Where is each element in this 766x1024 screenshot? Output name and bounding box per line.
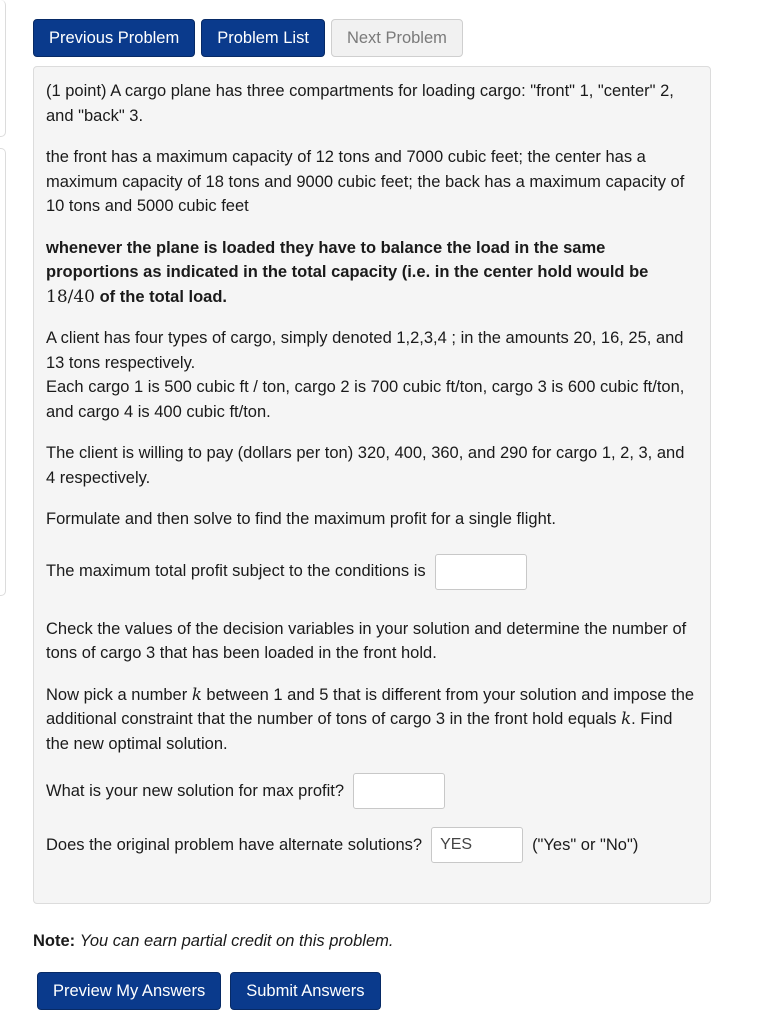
pay-text: The client is willing to pay (dollars per ton) 320, 400, 360, and 290 for cargo 1, 2, 3, and 4 respectively. — [46, 444, 685, 487]
question-alternate — [46, 827, 698, 863]
pick-k-b: between 1 and 5 that is different from your solution and impose the additional constraint that the number of tons of cargo 3 in the front hold equals — [46, 685, 695, 728]
alternate-hint: ("Yes" or "No") — [532, 835, 639, 854]
balance-text — [46, 236, 698, 310]
var-k: k — [191, 684, 202, 704]
problem-body — [33, 66, 711, 904]
max-profit-label: The maximum total profit subject to the conditions is — [46, 562, 426, 581]
problem-list-button[interactable]: Problem List — [201, 19, 325, 57]
new-profit-input[interactable] — [353, 773, 445, 809]
task-text: Formulate and then solve to find the maximum profit for a single flight. — [46, 510, 556, 528]
alternate-input[interactable] — [431, 827, 523, 863]
next-problem-button: Next Problem — [331, 19, 463, 57]
balance-main: whenever the plane is loaded they have to balance the load in the same proportions as indicated in the total capacity (i.e. in the center hold would be — [46, 238, 649, 281]
var-k: k — [621, 709, 632, 728]
note-label: Note: — [33, 932, 76, 950]
problem-intro: (1 point) A cargo plane has three compartments for loading cargo: "front" 1, "center" 2, and "back" 3. — [46, 82, 674, 125]
question-max-profit — [46, 554, 698, 590]
check-text: Check the values of the decision variables in your solution and determine the number of tons of cargo 3 that has been loaded in the front hold. — [46, 619, 687, 662]
cargo-text — [46, 326, 698, 424]
pick-k-text — [46, 683, 698, 757]
problem-nav — [33, 19, 463, 57]
new-profit-label: What is your new solution for max profit? — [46, 781, 345, 800]
previous-problem-button[interactable]: Previous Problem — [33, 19, 195, 57]
capacity-text: the front has a maximum capacity of 12 tons and 7000 cubic feet; the center has a maximum capacity of 18 tons and 9000 cubic feet; the back has a maximum capacity of 10 tons and 5000 cubic feet — [46, 148, 685, 215]
question-new-profit — [46, 773, 698, 809]
balance-fraction: 18/40 — [46, 286, 95, 307]
alternate-label: Does the original problem have alternate solutions? — [46, 835, 423, 854]
pick-k-c: . Find the new optimal solution. — [46, 710, 673, 753]
side-panel-edge — [0, 0, 6, 137]
max-profit-input[interactable] — [435, 554, 527, 590]
note-text: You can earn partial credit on this problem. — [79, 932, 394, 950]
pick-k-a: Now pick a number — [46, 685, 188, 704]
submit-answers-button[interactable]: Submit Answers — [230, 972, 380, 1010]
side-panel-edge — [0, 148, 6, 596]
cargo-volumes: Each cargo 1 is 500 cubic ft / ton, cargo 2 is 700 cubic ft/ton, cargo 3 is 600 cubic ft/ton, and cargo 4 is 400 cubic ft/ton. — [46, 378, 685, 421]
preview-answers-button[interactable]: Preview My Answers — [37, 972, 221, 1010]
balance-tail: of the total load. — [99, 287, 228, 306]
cargo-amounts: A client has four types of cargo, simply denoted 1,2,3,4 ; in the amounts 20, 16, 25, and 13 tons respectively. — [46, 329, 684, 372]
partial-credit-note — [33, 932, 393, 951]
answer-actions — [37, 972, 381, 1010]
